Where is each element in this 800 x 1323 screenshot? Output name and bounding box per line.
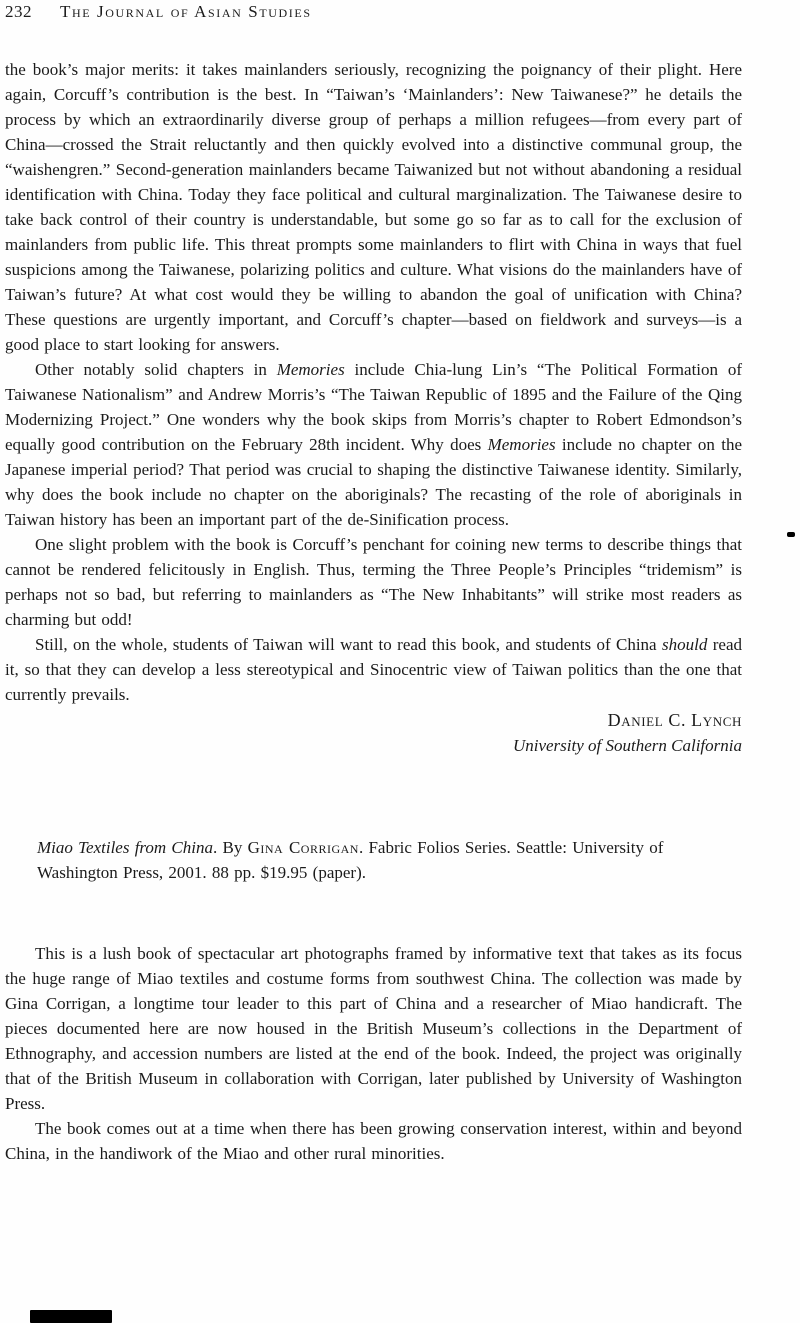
review-miao (5, 835, 742, 1166)
text-segment: Memories (487, 435, 556, 454)
paragraph (5, 57, 742, 357)
book-citation (37, 835, 742, 885)
journal-title: The Journal of Asian Studies (60, 2, 312, 21)
review-memories (5, 57, 742, 759)
text-segment: include Chia-lung Lin’s “The Political Formation of Taiwanese Nationalism” and Andrew Morris’s “The Taiwan Republic of 1895 and the Failure of the Qing Modernizing Project.” One wonders why the book skips from Morris’s chapter to Robert Edmondson’s equally good contribution on the February 28th incident. Why does (5, 360, 742, 454)
text-segment: . Fabric Folios Series. Seattle: University of Washington Press, 2001. 88 pp. $19.95 (paper). (37, 838, 664, 882)
paragraph (5, 632, 742, 707)
text-segment: Gina Corrigan (247, 838, 359, 857)
paragraph (5, 532, 742, 632)
reviewer-signature (5, 707, 742, 759)
text-segment: Miao Textiles from China (37, 838, 213, 857)
text-segment: should (662, 635, 708, 654)
text-segment: read it, so that they can develop a less stereotypical and Sinocentric view of Taiwan politics than the one that currently prevails. (5, 635, 742, 704)
text-segment: . By (213, 838, 248, 857)
text-segment: include no chapter on the Japanese imperial period? That period was crucial to shaping the distinctive Taiwanese identity. Similarly, why does the book include no chapter on the aboriginals? The recasting of the role of aboriginals in Taiwan history has been an important part of the de-Sinification process. (5, 435, 742, 529)
text-segment: the book’s major merits: it takes mainlanders seriously, recognizing the poignancy of their plight. Here again, Corcuff’s contribution is the best. In “Taiwan’s ‘Mainlanders’: New Taiwanese?” he details the process by which an extraordinarily diverse group of perhaps a million refugees—from every part of China—crossed the Strait reluctantly and then quickly evolved into a distinctive communal group, the “waishengren.” Second-generation mainlanders became Taiwanized but not without abandoning a residual identification with China. Today they face political and cultural marginalization. The Taiwanese desire to take back control of their country is understandable, but some go so far as to call for the exclusion of mainlanders from public life. This threat prompts some mainlanders to flirt with China in ways that fuel suspicions among the Taiwanese, polarizing politics and culture. What visions do the mainlanders have of Taiwan’s future? At what cost would they be willing to abandon the goal of unification with China? These questions are urgently important, and Corcuff’s chapter—based on fieldwork and surveys—is a good place to start looking for answers. (5, 60, 742, 354)
text-segment: One slight problem with the book is Corcuff’s penchant for coining new terms to describe things that cannot be rendered felicitously in English. Thus, terming the Three People’s Principles “tridemism” is perhaps not so bad, but referring to mainlanders as “The New Inhabitants” will strike most readers as charming but odd! (5, 535, 742, 629)
text-segment: Other notably solid chapters in (35, 360, 277, 379)
page-content (5, 57, 742, 1166)
text-segment: Memories (276, 360, 345, 379)
scan-artifact-bottom (30, 1310, 112, 1323)
reviewer-name: Daniel C. Lynch (607, 710, 742, 730)
text-segment: The book comes out at a time when there has been growing conservation interest, within and beyond China, in the handiwork of the Miao and other rural minorities. (5, 1119, 742, 1163)
scan-artifact-right (787, 532, 795, 537)
paragraph (5, 357, 742, 532)
text-segment: This is a lush book of spectacular art photographs framed by informative text that takes as its focus the huge range of Miao textiles and costume forms from southwest China. The collection was made by Gina Corrigan, a longtime tour leader to this part of China and a researcher of Miao handicraft. The pieces documented here are now housed in the British Museum’s collections in the Department of Ethnography, and accession numbers are listed at the end of the book. Indeed, the project was originally that of the British Museum in collaboration with Corrigan, later published by University of Washington Press. (5, 944, 742, 1113)
reviewer-affiliation: University of Southern California (512, 736, 742, 755)
paragraph (5, 941, 742, 1116)
text-segment: Still, on the whole, students of Taiwan will want to read this book, and students of China (35, 635, 662, 654)
page-number: 232 (5, 2, 32, 21)
paragraph (5, 1116, 742, 1166)
running-head (5, 2, 312, 22)
